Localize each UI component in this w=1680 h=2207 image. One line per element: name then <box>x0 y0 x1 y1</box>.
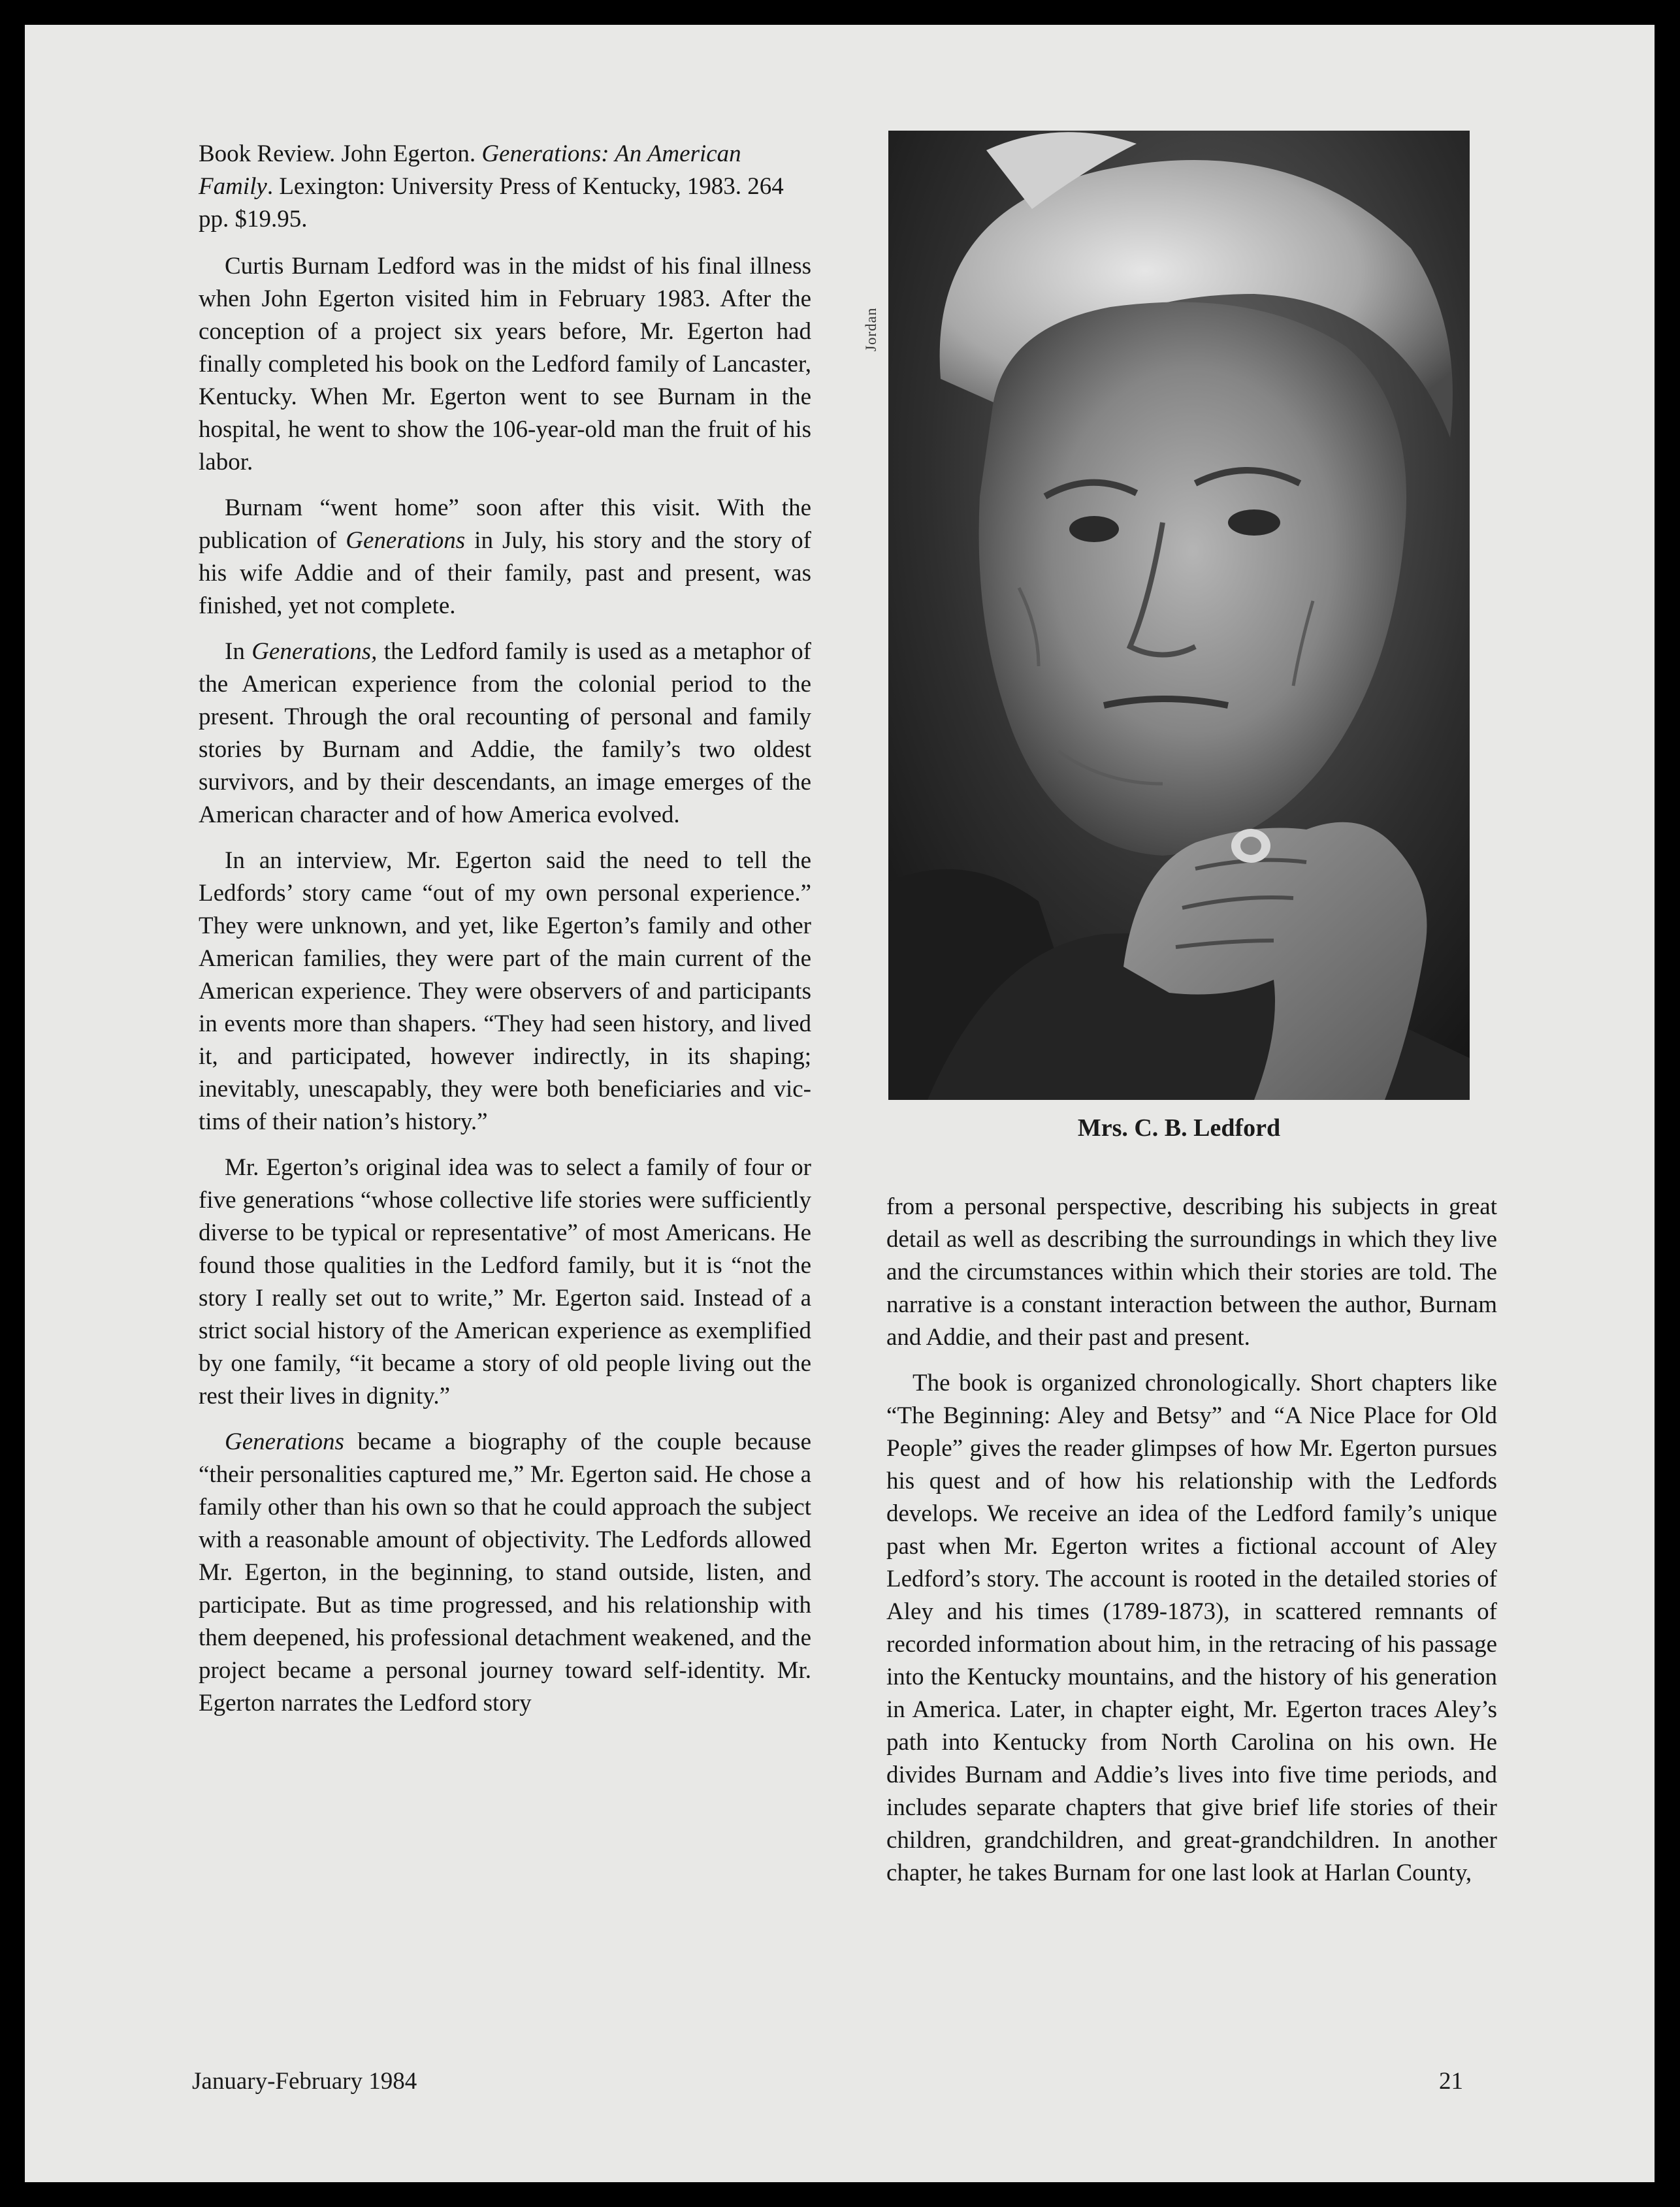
book-citation <box>199 138 811 236</box>
paragraph-3-text-a: In <box>225 638 252 665</box>
paragraph-3-book-title: Generations, <box>251 638 378 665</box>
paragraph-6-book-title: Generations <box>225 1428 344 1455</box>
page-number: 21 <box>1439 2068 1463 2095</box>
paragraph-1: Curtis Burnam Ledford was in the midst of his final illness when John Egerton visited him in February 1983. After the conception of a project six years before, Mr. Egerton had finally completed his book on the Ledford family of Lancaster, Kentucky. When Mr. Egerton went to see Burnam in the hospital, he went to show the 106-year-old man the fruit of his labor. <box>199 253 811 475</box>
issue-date: January-February 1984 <box>192 2068 417 2095</box>
paragraph-5: Mr. Egerton’s original idea was to select a family of four or five generations “whose collective life stories were sufficiently diverse to be typical or representative” of most Americans. He found those qualities in the Ledford family, but it is “not the story I really set out to write,” Mr. Egerton said. Instead of a strict social history of the American experience as exemplified by one family, “it became a story of old people living out the rest their lives in dignity.” <box>199 1154 811 1410</box>
paragraph-6 <box>199 1426 811 1720</box>
paragraph-2-text-b: in July, his story and the story of his wife Addie and of their family, past and present, was finished, yet not complete. <box>199 527 811 619</box>
citation-book-title: Generations: An American Family <box>199 140 741 200</box>
paragraph-4: In an interview, Mr. Egerton said the need to tell the Ledfords’ story came “out of my own personal experience.” They were unknown, and yet, like Egerton’s family and other American families, they were part of the main current of the American experience. They were observers of and participants in events more than shapers. “They had seen history, and lived it, and participated, however indirectly, in its shaping; inevitably, unescapably, they were both beneficiaries and victims of their nation’s history.” <box>199 847 811 1135</box>
portrait-image <box>888 131 1470 1100</box>
right-column <box>886 1191 1497 1903</box>
portrait-photo <box>888 131 1470 1100</box>
magazine-page <box>25 25 1655 2182</box>
citation-suffix: . Lexington: University Press of Kentucky, 1983. 264 pp. $19.95. <box>199 173 784 233</box>
paragraph-3-text-b: the Ledford family is used as a metaphor of the American experience from the colonial period to the present. Through the oral recounting of personal and family stories by Burnam and Addie, the family’s two oldest survivors, and by their descendants, an image emerges of the American character and of how America evolved. <box>199 638 811 828</box>
paragraph-2-text-a: Burnam “went home” soon after this visit. With the publication of <box>199 494 811 554</box>
citation-prefix: Book Review. John Egerton. <box>199 140 482 167</box>
photo-caption: Mrs. C. B. Ledford <box>1077 1114 1281 1142</box>
paragraph-6-text: became a biography of the couple because “their personalities captured me,” Mr. Egerton said. He chose a family other than his own so that he could approach the subject with a reasonable amount of objectivity. The Ledfords allowed Mr. Egerton, in the beginning, to stand outside, listen, and participate. But as time progressed, and his relationship with them deepened, his professional detachment weakened, and the project became a personal journey toward self-identity. Mr. Egerton narrates the Ledford story <box>199 1428 812 1716</box>
photo-credit: Jordan <box>863 307 879 351</box>
paragraph-3 <box>199 636 811 831</box>
paragraph-8: The book is organized chronologically. Short chapters like “The Beginning: Aley and Betsy” and “A Nice Place for Old People” gives the reader glimpses of how Mr. Egerton pursues his quest and of how his relationship with the Ledfords develops. We receive an idea of the Ledford family’s unique past when Mr. Egerton writes a fictional account of Aley Ledford’s story. The account is rooted in the detailed stories of Aley and his times (1789-1873), in scattered remnants of recorded information about him, in the retracing of his passage into the Kentucky mountains, and the history of his generation in America. Later, in chapter eight, Mr. Egerton traces Aley’s path into Kentucky from North Carolina on his own. He divides Burnam and Addie’s lives into five time periods, and includes separate chapters that give brief life stories of their children, grandchildren, and great-grandchildren. In another chapter, he takes Burnam for one last look at Harlan County, <box>886 1370 1497 1886</box>
left-column <box>199 138 811 1733</box>
paragraph-2-book-title: Generations <box>346 527 466 554</box>
paragraph-7: from a personal perspective, describing his subjects in great detail as well as describing the surroundings in which they live and the circumstances within which their stories are told. The narrative is a constant interaction between the author, Burnam and Addie, and their past and present. <box>886 1193 1497 1351</box>
paragraph-2 <box>199 492 811 622</box>
